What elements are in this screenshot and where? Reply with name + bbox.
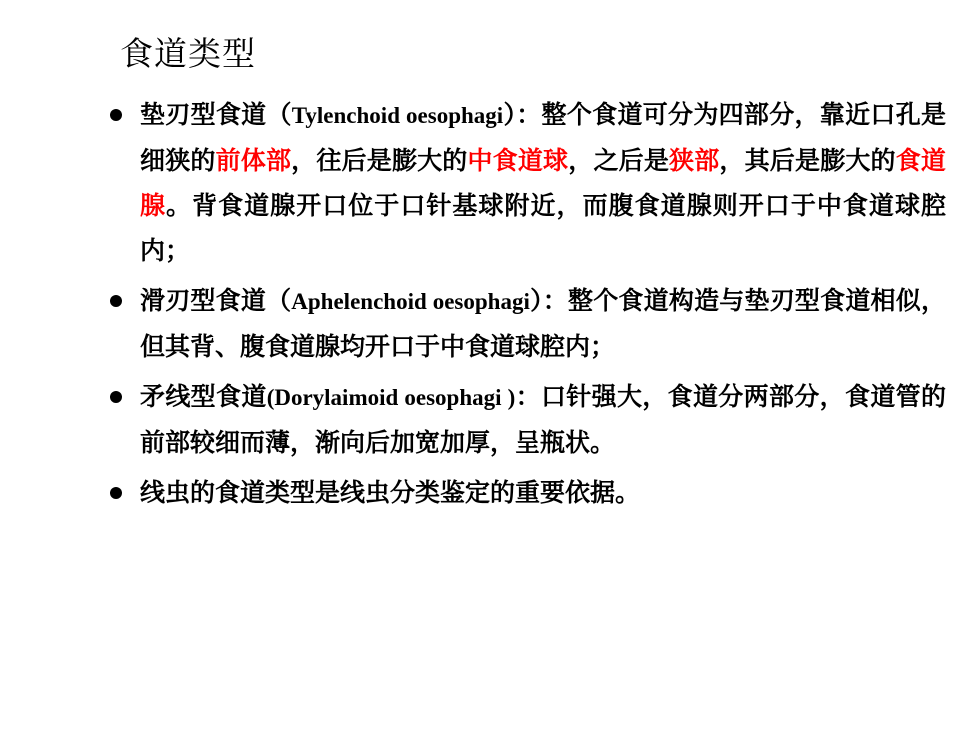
bullet-text: ，其后是膨大的 xyxy=(719,146,896,175)
bullet-text: ）：整个食道构造与垫刃型食道相似，但其背、腹食道腺均开口于中食道球腔内； xyxy=(140,286,946,361)
bullet-text: ，之后是 xyxy=(568,146,670,175)
latin-term: Tylenchoid oesophagi xyxy=(291,103,504,128)
highlight-term: 前体部 xyxy=(215,146,292,175)
bullet-text: ）：整个食道可分为四部分，靠近口孔是细狭的 xyxy=(140,100,946,175)
bullet-text: 。背食道腺开口位于口针基球附近，而腹食道腺则开口于中食道球腔内； xyxy=(140,191,946,265)
bullet-text: ，往后是膨大的 xyxy=(291,146,468,175)
bullet-list xyxy=(108,92,946,520)
bullet-dot-icon xyxy=(110,487,122,499)
bullet-aphelenchoid xyxy=(108,278,946,369)
latin-term: (Dorylaimoid oesophagi ) xyxy=(266,385,516,410)
bullet-tylenchoid xyxy=(108,92,946,273)
bullet-text: ：口针强大，食道分两部分，食道管的前部较细而薄，渐向后加宽加厚，呈瓶状。 xyxy=(140,382,946,457)
bullet-text: 滑刃型食道（ xyxy=(140,286,292,315)
bullet-dot-icon xyxy=(110,391,122,403)
latin-term: Aphelenchoid oesophagi xyxy=(291,289,530,314)
bullet-text: 矛线型食道 xyxy=(140,382,267,411)
bullet-summary xyxy=(108,470,946,515)
bullet-text: 垫刃型食道（ xyxy=(140,100,292,129)
bullet-text: 线虫的食道类型是线虫分类鉴定的重要依据。 xyxy=(140,478,641,507)
bullet-dorylaimoid xyxy=(108,374,946,465)
highlight-term: 中食道球 xyxy=(467,146,569,175)
highlight-term: 食道腺 xyxy=(140,146,946,220)
bullet-dot-icon xyxy=(110,109,122,121)
highlight-term: 狭部 xyxy=(669,146,720,175)
bullet-dot-icon xyxy=(110,295,122,307)
page-title: 食道类型 xyxy=(120,34,256,73)
